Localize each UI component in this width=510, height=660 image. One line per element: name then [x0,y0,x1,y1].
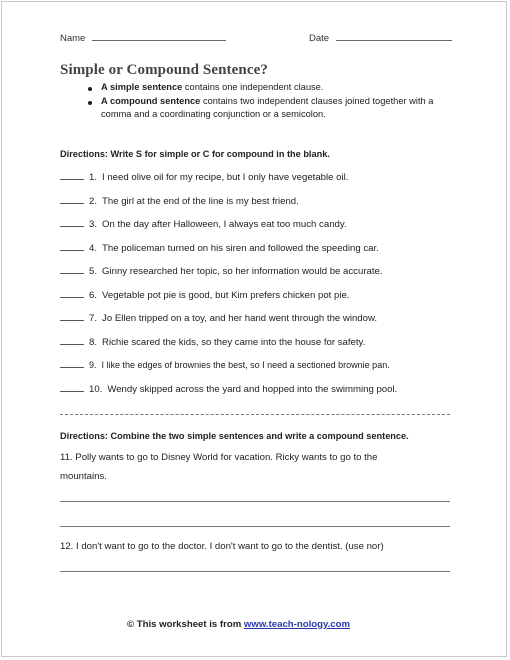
answer-blank[interactable] [60,171,84,180]
question-text: Richie scared the kids, so they came into the house for safety. [102,337,366,348]
question-number: 7. [89,313,98,324]
answer-blank[interactable] [60,242,84,251]
question-number: 1. [89,172,98,183]
question-number: 10. [89,384,103,395]
definition-term: A compound sentence [101,96,201,106]
question-row [60,336,365,348]
question-text: On the day after Halloween, I always eat too much candy. [102,219,347,230]
question-text: Vegetable pot pie is good, but Kim prefers chicken pot pie. [102,290,350,301]
directions-combine: Directions: Combine the two simple sentences and write a compound sentence. [60,431,409,441]
definition-text: contains one independent clause. [182,82,324,92]
footer-text: © This worksheet is from [127,619,244,630]
answer-line[interactable] [60,501,450,502]
question-row [60,242,379,254]
question-text: I need olive oil for my recipe, but I only have vegetable oil. [102,172,349,183]
question-11-line2: mountains. [60,471,107,482]
worksheet-title: Simple or Compound Sentence? [60,62,268,78]
question-number: 5. [89,266,98,277]
question-row [60,289,349,301]
question-row [60,265,383,277]
footer-link[interactable]: www.teach-nology.com [243,619,350,630]
definition-term: A simple sentence [101,82,183,92]
answer-blank[interactable] [60,336,84,345]
answer-blank[interactable] [60,359,84,368]
date-label: Date [309,33,330,44]
answer-blank[interactable] [60,312,84,321]
answer-blank[interactable] [60,265,84,274]
question-text: I like the edges of brownies the best, so I need a sectioned brownie pan. [101,360,390,370]
name-label: Name [60,33,86,44]
question-text: Wendy skipped across the yard and hopped into the swimming pool. [107,384,398,395]
bullet-icon [88,87,92,91]
question-text: The girl at the end of the line is my best friend. [102,196,299,207]
question-number: 3. [89,219,98,230]
answer-blank[interactable] [60,383,84,392]
question-number: 6. [89,290,98,301]
bullet-icon [88,101,92,105]
question-12: 12. I don't want to go to the doctor. I don't want to go to the dentist. (use nor) [60,541,384,552]
directions-simple-compound: Directions: Write S for simple or C for compound in the blank. [60,149,330,159]
question-text: The policeman turned on his siren and followed the speeding car. [102,243,379,254]
definition-text: contains two independent clauses joined together with a comma and a coordinating conjunction or a semicolon. [101,96,434,119]
answer-blank[interactable] [60,218,84,227]
answer-line[interactable] [60,571,450,572]
definition-compound [101,95,436,120]
question-number: 4. [89,243,98,254]
answer-blank[interactable] [60,289,84,298]
footer-credit [127,619,350,630]
question-number: 2. [89,196,98,207]
question-row [60,312,377,324]
section-divider [60,414,450,415]
date-blank[interactable] [336,31,452,41]
question-11-line1: 11. Polly wants to go to Disney World for vacation. Ricky wants to go to the [60,452,378,463]
date-field [309,31,452,44]
question-row [60,218,347,230]
question-row [60,195,299,207]
question-text: Ginny researched her topic, so her information would be accurate. [102,266,383,277]
name-blank[interactable] [92,31,226,41]
answer-blank[interactable] [60,195,84,204]
name-field [60,31,226,44]
definition-simple [101,81,441,94]
question-text: Jo Ellen tripped on a toy, and her hand went through the window. [102,313,378,324]
question-row [60,383,397,395]
answer-line[interactable] [60,526,450,527]
question-row [60,171,348,183]
question-number: 9. [89,360,97,370]
question-number: 8. [89,337,98,348]
question-row [60,359,390,370]
